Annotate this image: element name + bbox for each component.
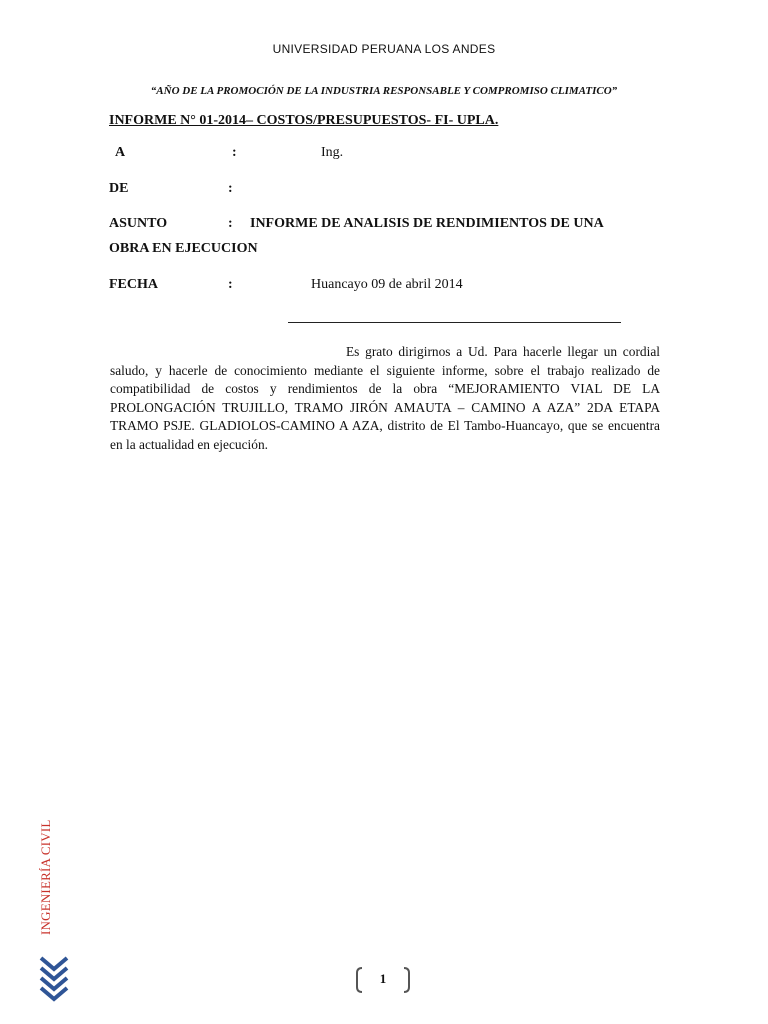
field-subject-colon: : xyxy=(228,216,233,231)
field-date-value: Huancayo 09 de abril 2014 xyxy=(311,277,463,292)
field-subject-value-line2: OBRA EN EJECUCION xyxy=(109,241,258,256)
separator-line xyxy=(288,322,621,323)
body-paragraph: Es grato dirigirnos a Ud. Para hacerle llegar un cordial saludo, y hacerle de conocimiento mediante el siguiente informe, sobre el trabajo realizado de compatibilidad de costos y rendimientos de la obra “MEJORAMIENTO VIAL DE LA PROLONGACIÓN TRUJILLO, TRAMO JIRÓN AMAUTA – CAMINO A AZA” 2DA ETAPA TRAMO PSJE. GLADIOLOS-CAMINO A AZA, distrito de El Tambo-Huancayo, que se encuentra en la actualidad en ejecución. xyxy=(110,344,660,452)
field-subject-value-line1: INFORME DE ANALISIS DE RENDIMIENTOS DE UNA xyxy=(250,216,604,231)
page-number-container xyxy=(355,966,411,994)
field-to-value: Ing. xyxy=(321,145,344,160)
page-number: 1 xyxy=(379,971,387,986)
field-from-label: DE xyxy=(109,181,129,196)
field-date-colon: : xyxy=(228,277,233,292)
chevron-down-icon xyxy=(38,956,70,1002)
field-subject-label: ASUNTO xyxy=(109,216,168,231)
year-motto: “AÑO DE LA PROMOCIÓN DE LA INDUSTRIA RESPONSABLE Y COMPROMISO CLIMATICO” xyxy=(150,85,618,97)
field-to-colon: : xyxy=(232,145,237,160)
report-number: INFORME N° 01-2014– COSTOS/PRESUPUESTOS- FI- UPLA. xyxy=(109,113,499,128)
university-header: UNIVERSIDAD PERUANA LOS ANDES xyxy=(272,42,496,56)
field-from-colon: : xyxy=(228,181,233,196)
field-subject xyxy=(109,216,649,260)
side-label: INGENIERÍA CIVIL xyxy=(38,819,53,935)
field-date-label: FECHA xyxy=(109,277,158,292)
field-to-label: A xyxy=(115,145,126,160)
